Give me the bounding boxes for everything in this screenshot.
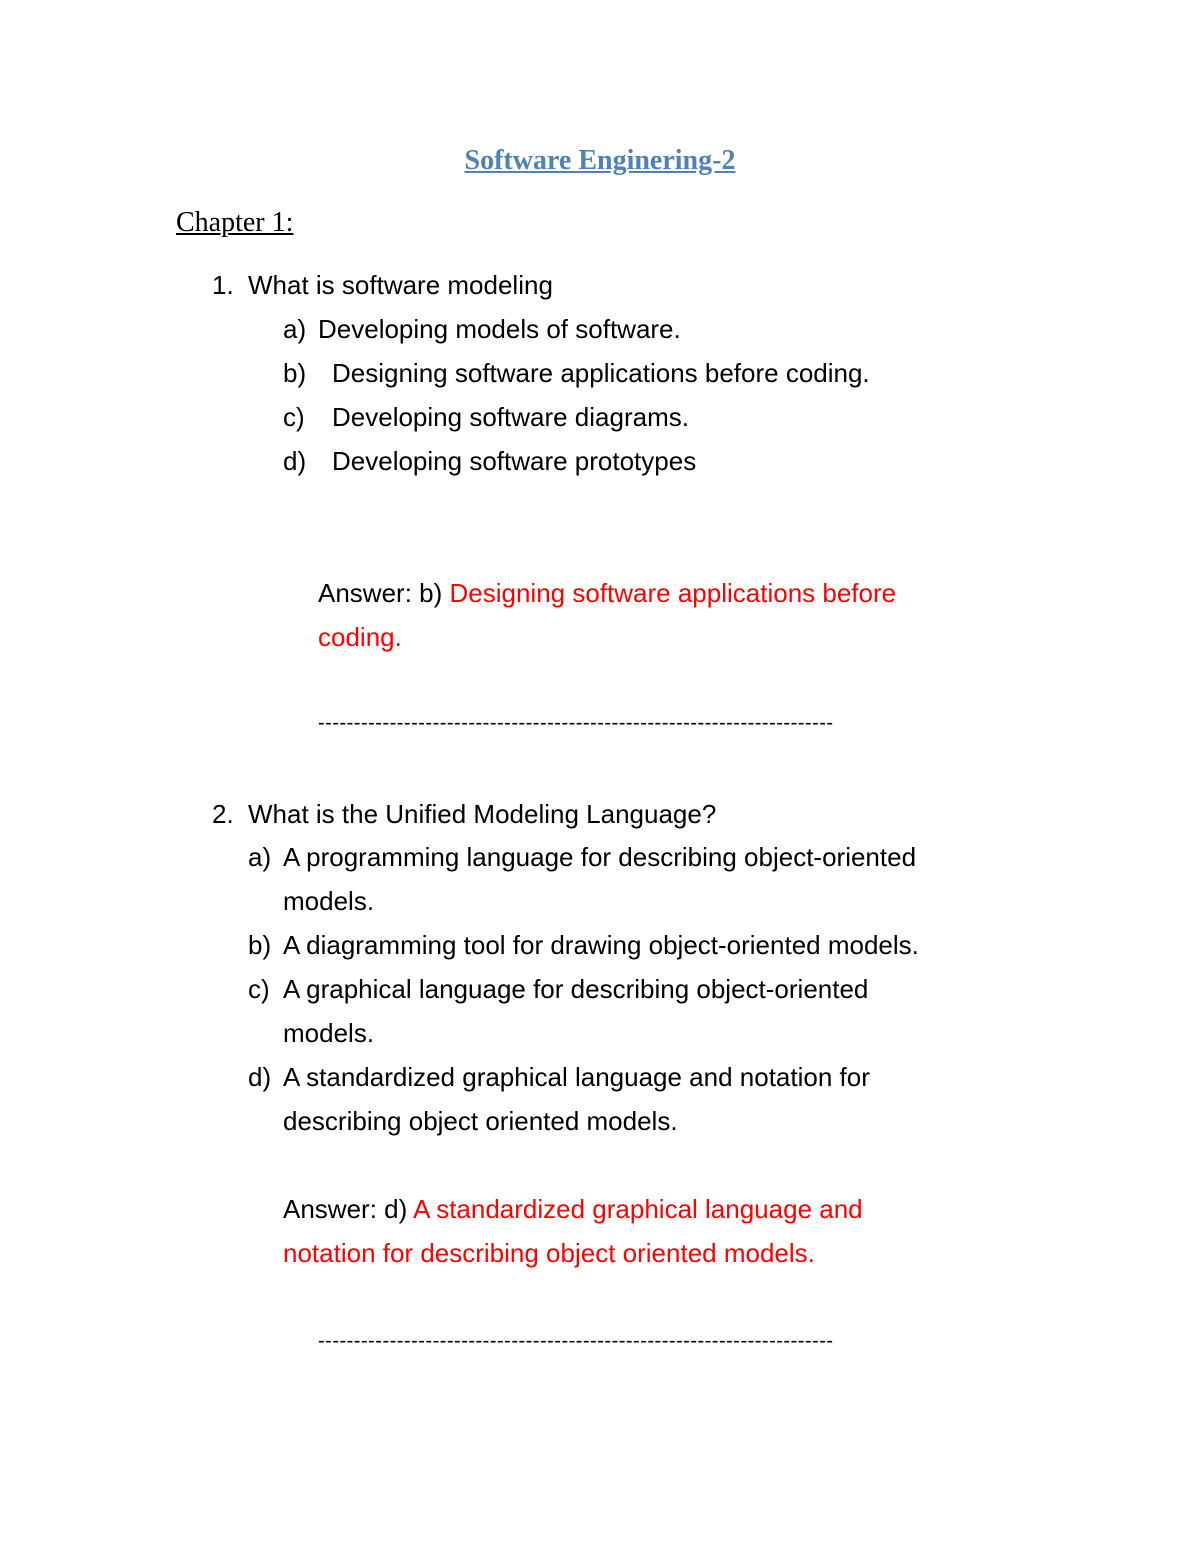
q2-answer-prefix: Answer: d): [283, 1194, 408, 1224]
q2-option-c-line-2: models.: [283, 1018, 375, 1048]
q1-option-d-text: Developing software prototypes: [332, 446, 697, 476]
q1-separator: ------------------------------------------------------------------------: [318, 712, 834, 734]
q2-option-b-letter: b): [248, 930, 272, 960]
q1-option-c-letter: c): [283, 402, 305, 432]
q1-answer-line-2: coding.: [318, 622, 402, 652]
q2-option-d-letter: d): [248, 1062, 272, 1092]
q2-option-d-line-1: A standardized graphical language and notation for: [283, 1062, 870, 1092]
q2-option-a-line-1: A programming language for describing object-oriented: [283, 842, 917, 872]
q2-option-c-line-1: A graphical language for describing object-oriented: [283, 974, 869, 1004]
q2-option-a-letter: a): [248, 842, 272, 872]
q2-answer-text: A standardized graphical language and: [413, 1194, 863, 1224]
question-1-text: What is software modeling: [248, 270, 553, 300]
q1-option-d-letter: d): [283, 446, 307, 476]
chapter-heading: Chapter 1:: [176, 207, 294, 238]
question-2-number: 2.: [212, 799, 234, 829]
q1-option-a-letter: a): [283, 314, 307, 344]
q2-option-c-letter: c): [248, 974, 270, 1004]
q2-separator: ------------------------------------------------------------------------: [318, 1330, 834, 1352]
q1-answer-text: Designing software applications before: [449, 578, 897, 608]
q2-answer-line-1: [283, 1192, 863, 1226]
q1-option-b-letter: b): [283, 358, 307, 388]
q1-option-c-text: Developing software diagrams.: [332, 402, 689, 432]
q1-option-a-text: Developing models of software.: [318, 314, 681, 344]
q2-option-a-line-2: models.: [283, 886, 375, 916]
q2-option-b-line-1: A diagramming tool for drawing object-oriented models.: [283, 930, 919, 960]
q1-option-b-text: Designing software applications before coding.: [332, 358, 870, 388]
q2-answer-line-2: notation for describing object oriented models.: [283, 1238, 815, 1268]
q1-answer-line-1: [318, 576, 896, 610]
question-1-number: 1.: [212, 270, 234, 300]
document-title: Software Enginering-2: [464, 145, 736, 176]
q2-option-d-line-2: describing object oriented models.: [283, 1106, 678, 1136]
q1-answer-prefix: Answer: b): [318, 578, 443, 608]
question-2-text: What is the Unified Modeling Language?: [248, 799, 717, 829]
